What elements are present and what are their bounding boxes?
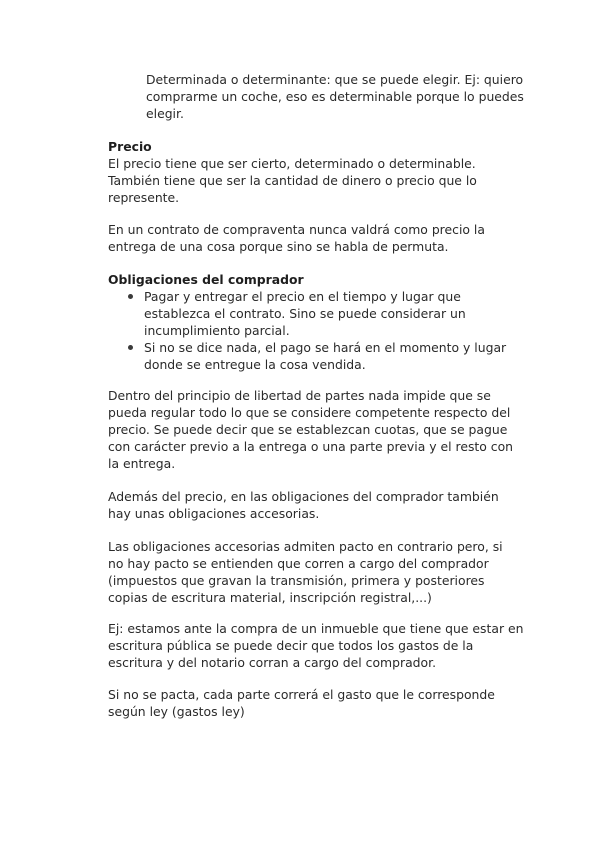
text-line: pueda regular todo lo que se considere competente respecto del [108, 405, 511, 420]
intro-paragraph [146, 71, 536, 122]
text-line: donde se entregue la cosa vendida. [144, 357, 366, 372]
libertad-paragraph [108, 387, 528, 472]
text-line: Si no se dice nada, el pago se hará en el momento y lugar [144, 340, 507, 355]
accesorias-intro-paragraph [108, 488, 528, 522]
text-line: Las obligaciones accesorias admiten pacto en contrario pero, si [108, 539, 503, 554]
text-line: con carácter previo a la entrega o una parte previa y el resto con [108, 439, 514, 454]
text-line: según ley (gastos ley) [108, 704, 245, 719]
text-line: Ej: estamos ante la compra de un inmueble que tiene que estar en [108, 621, 524, 636]
text-line: incumplimiento parcial. [144, 323, 290, 338]
text-line: (impuestos que gravan la transmisión, primera y posteriores [108, 573, 485, 588]
text-line: represente. [108, 190, 180, 205]
text-line: copias de escritura material, inscripción registral,...) [108, 590, 432, 605]
text-line: Además del precio, en las obligaciones del comprador también [108, 489, 499, 504]
text-line: escritura pública se puede decir que todos los gastos de la [108, 638, 474, 653]
bullet-icon [128, 294, 133, 299]
precio-paragraph-2 [108, 221, 528, 255]
list-item [108, 339, 528, 373]
ejemplo-paragraph [108, 620, 528, 671]
text-line: Pagar y entregar el precio en el tiempo y lugar que [144, 289, 461, 304]
text-line: Determinada o determinante: que se puede elegir. Ej: quiero [146, 72, 524, 87]
text-line: Si no se pacta, cada parte correrá el gasto que le corresponde [108, 687, 495, 702]
precio-heading: Precio [108, 139, 152, 154]
text-line: la entrega. [108, 456, 176, 471]
text-line: escritura y del notario corran a cargo del comprador. [108, 655, 437, 670]
no-pacto-paragraph [108, 686, 528, 720]
text-line: También tiene que ser la cantidad de dinero o precio que lo [108, 173, 477, 188]
accesorias-pacto-paragraph [108, 538, 528, 606]
bullet-icon [128, 345, 133, 350]
obligaciones-list [108, 288, 528, 373]
text-line: entrega de una cosa porque sino se habla de permuta. [108, 239, 449, 254]
text-line: comprarme un coche, eso es determinable porque lo puedes [146, 89, 524, 104]
text-line: Dentro del principio de libertad de partes nada impide que se [108, 388, 491, 403]
text-line: elegir. [146, 106, 184, 121]
list-item [108, 288, 528, 339]
text-line: no hay pacto se entienden que corren a cargo del comprador [108, 556, 489, 571]
obligaciones-heading: Obligaciones del comprador [108, 272, 304, 287]
precio-paragraph-1 [108, 155, 528, 206]
text-line: establezca el contrato. Sino se puede considerar un [144, 306, 466, 321]
text-line: precio. Se puede decir que se establezcan cuotas, que se pague [108, 422, 508, 437]
text-line: En un contrato de compraventa nunca valdrá como precio la [108, 222, 485, 237]
text-line: hay unas obligaciones accesorias. [108, 506, 320, 521]
text-line: El precio tiene que ser cierto, determinado o determinable. [108, 156, 476, 171]
